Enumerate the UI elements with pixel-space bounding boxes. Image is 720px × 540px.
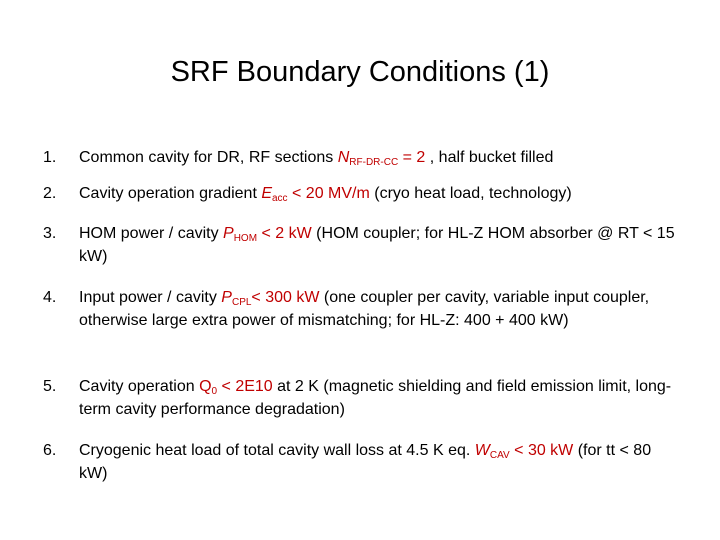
item-text-lead: Cavity operation [79,378,200,395]
parameter-subscript: acc [272,193,288,204]
item-text-tail: (cryo heat load, technology) [369,185,572,202]
item-text-tail: , half bucket filled [425,149,554,166]
parameter-symbol: E [261,185,272,202]
item-text-tail: (HOM coupler; for HL-Z HOM absorber @ RT < 15 kW) [79,225,675,265]
item-text-lead: Common cavity for DR, RF sections [79,149,338,166]
item-parameter [199,378,273,395]
item-text [79,286,679,332]
item-text [79,146,679,169]
parameter-value: < 2 kW [257,225,312,242]
slide-title: SRF Boundary Conditions (1) [170,56,550,88]
parameter-symbol: P [223,225,234,242]
item-parameter [475,442,574,459]
parameter-value: < 20 MV/m [287,185,370,202]
item-parameter [223,225,312,242]
parameter-subscript: 0 [211,386,218,397]
item-number: 2. [43,185,57,202]
item-text-tail: (for tt < 80 kW) [79,442,652,482]
item-parameter [338,149,426,166]
item-number: 3. [43,225,57,242]
item-text-tail: at 2 K (magnetic shielding and field emission limit, long-term cavity performance degradation) [79,378,672,418]
parameter-value: < 2E10 [217,378,273,395]
parameter-value: < 300 kW [251,289,320,306]
item-text-tail: (one coupler per cavity, variable input coupler, otherwise large extra power of mismatching; for HL-Z: 400 + 400 kW) [79,289,650,329]
parameter-symbol: Q [199,378,212,395]
item-text [79,375,679,421]
item-text [79,439,679,485]
parameter-symbol: W [474,442,490,459]
item-text [79,182,679,205]
parameter-value: < 30 kW [509,442,574,459]
item-number: 1. [43,149,57,166]
item-text-lead: Cavity operation gradient [79,185,262,202]
item-text-lead: Cryogenic heat load of total cavity wall loss at 4.5 K eq. [79,442,475,459]
item-number: 5. [43,378,57,395]
item-text-lead: Input power / cavity [79,289,222,306]
parameter-value: = 2 [398,149,426,166]
parameter-symbol: N [337,149,350,166]
item-text-lead: HOM power / cavity [79,225,224,242]
parameter-subscript: CAV [489,450,510,461]
item-number: 6. [43,442,57,459]
item-parameter [261,185,369,202]
item-number: 4. [43,289,57,306]
item-text [79,222,679,268]
item-parameter [221,289,319,306]
parameter-subscript: RF-DR-CC [349,157,399,168]
parameter-subscript: HOM [233,233,258,244]
parameter-symbol: P [221,289,232,306]
parameter-subscript: CPL [231,297,252,308]
